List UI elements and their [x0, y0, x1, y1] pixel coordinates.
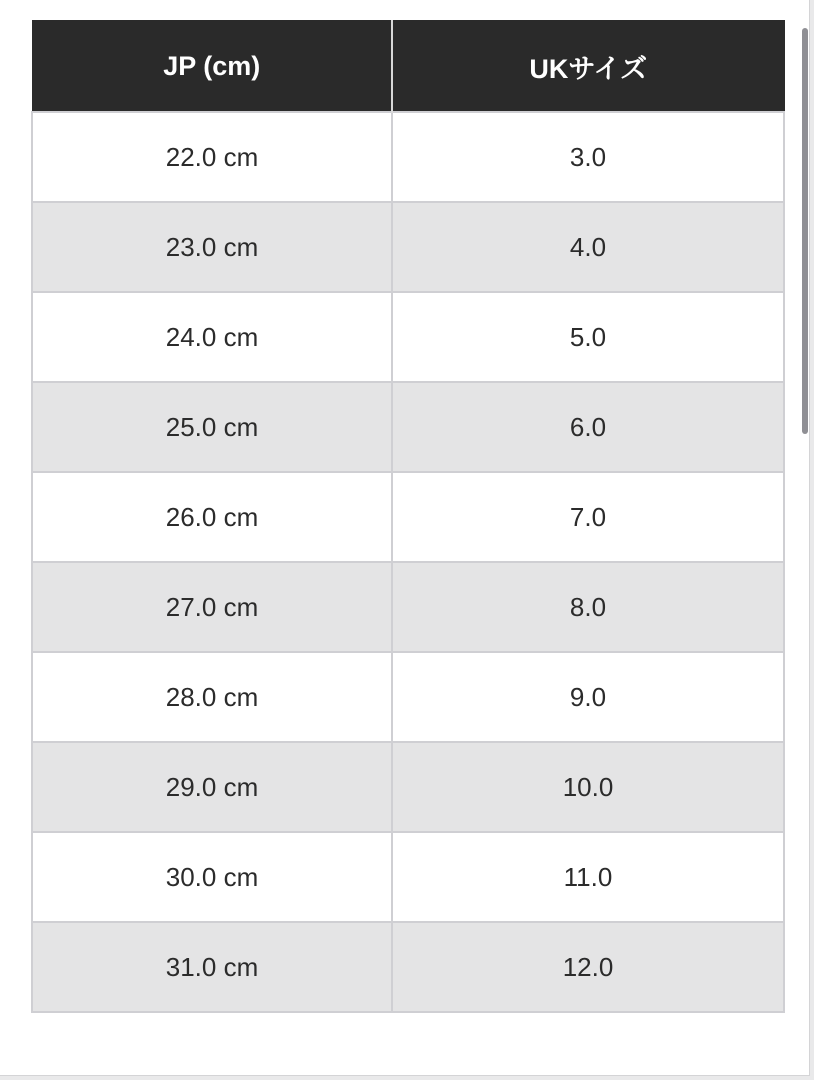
jp-size-cell: 26.0 cm: [32, 472, 392, 562]
table-row: [32, 652, 784, 742]
uk-size-cell: 4.0: [392, 202, 784, 292]
table-row: [32, 562, 784, 652]
table-row: [32, 202, 784, 292]
table-row: [32, 292, 784, 382]
uk-size-cell: 8.0: [392, 562, 784, 652]
vertical-scrollbar[interactable]: [802, 28, 808, 434]
jp-size-cell: 27.0 cm: [32, 562, 392, 652]
table-row: [32, 922, 784, 1012]
jp-size-cell: 25.0 cm: [32, 382, 392, 472]
uk-size-cell: 12.0: [392, 922, 784, 1012]
uk-size-cell: 3.0: [392, 112, 784, 202]
column-header-uk: UKサイズ: [392, 21, 784, 113]
jp-size-cell: 22.0 cm: [32, 112, 392, 202]
jp-size-cell: 31.0 cm: [32, 922, 392, 1012]
uk-size-cell: 5.0: [392, 292, 784, 382]
table-row: [32, 112, 784, 202]
uk-size-cell: 10.0: [392, 742, 784, 832]
table-row: [32, 832, 784, 922]
jp-size-cell: 28.0 cm: [32, 652, 392, 742]
table-row: [32, 742, 784, 832]
jp-size-cell: 30.0 cm: [32, 832, 392, 922]
jp-size-cell: 24.0 cm: [32, 292, 392, 382]
table-header-row: [32, 21, 784, 113]
uk-size-cell: 9.0: [392, 652, 784, 742]
column-header-jp: JP (cm): [32, 21, 392, 113]
jp-size-cell: 23.0 cm: [32, 202, 392, 292]
size-conversion-table: [31, 20, 785, 1013]
jp-size-cell: 29.0 cm: [32, 742, 392, 832]
table-row: [32, 382, 784, 472]
uk-size-cell: 11.0: [392, 832, 784, 922]
uk-size-cell: 7.0: [392, 472, 784, 562]
uk-size-cell: 6.0: [392, 382, 784, 472]
table-row: [32, 472, 784, 562]
